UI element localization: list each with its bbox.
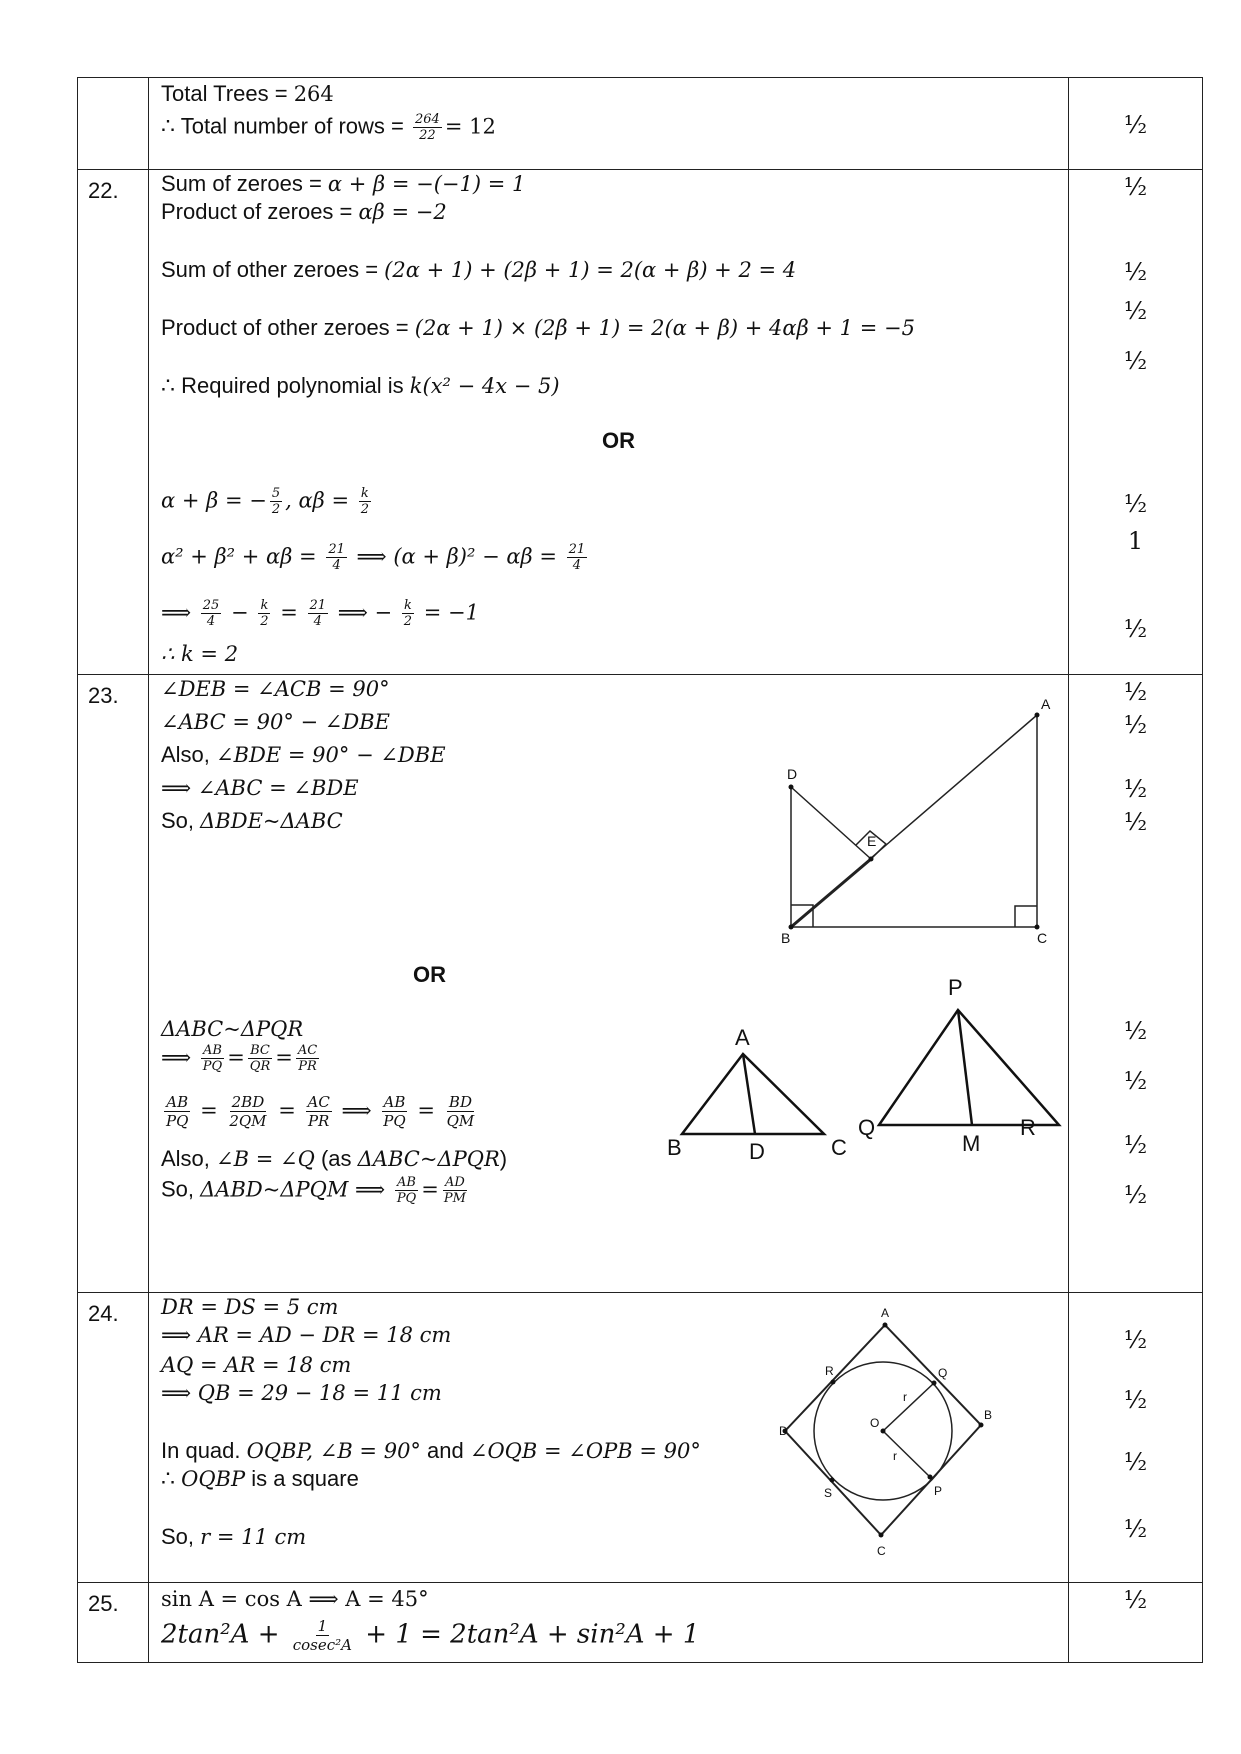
numerator: AB bbox=[166, 1093, 189, 1111]
fraction bbox=[201, 598, 222, 629]
similar-triangles-figure bbox=[609, 975, 1039, 1175]
math: OQBP, ∠B = 90° bbox=[246, 1439, 421, 1463]
fraction bbox=[359, 486, 371, 517]
numerator: k bbox=[360, 486, 369, 501]
label-C: C bbox=[831, 1135, 847, 1160]
solution-line bbox=[161, 708, 390, 736]
marks-cell bbox=[1069, 675, 1203, 1293]
fraction bbox=[413, 112, 442, 143]
solution-cell bbox=[149, 170, 1069, 675]
fraction bbox=[258, 598, 270, 629]
numerator: 21 bbox=[328, 542, 345, 557]
point-D bbox=[789, 785, 794, 790]
mark: ½ bbox=[1123, 808, 1148, 836]
numerator: 264 bbox=[414, 112, 440, 127]
numerator: AB bbox=[203, 1043, 222, 1058]
solution-line bbox=[161, 314, 915, 342]
marking-scheme-table bbox=[77, 77, 1203, 1663]
label-B: B bbox=[984, 1408, 993, 1422]
solution-line: $\frac{AB}{PQ}$ = $\frac{2BD}{2QM}$ = $\frac{AC}{PR}$ ⟹ $\frac{AB}{PQ}$ = $\frac{BD}{QM}$ bbox=[166, 1093, 475, 1130]
math: ⟹ AR = AD − DR = 18 cm bbox=[161, 1323, 452, 1347]
mark: ½ bbox=[1123, 1017, 1148, 1045]
denominator: 4 bbox=[332, 558, 341, 573]
label-R: R bbox=[1020, 1115, 1036, 1140]
point-C bbox=[1035, 925, 1040, 930]
point-O bbox=[881, 1429, 886, 1434]
fraction bbox=[227, 1093, 268, 1130]
mark: ½ bbox=[1123, 1586, 1148, 1614]
denominator: 2 bbox=[403, 614, 413, 629]
label-R: R bbox=[825, 1364, 834, 1378]
math: 264 bbox=[293, 82, 334, 106]
right-angle-mark-C bbox=[1015, 906, 1037, 927]
solution-line bbox=[161, 807, 343, 835]
math: − bbox=[224, 600, 256, 625]
solution-line bbox=[161, 774, 359, 802]
fraction bbox=[326, 542, 347, 573]
numerator: 21 bbox=[309, 598, 327, 613]
solution-cell bbox=[149, 78, 1069, 170]
or-separator: OR bbox=[602, 428, 635, 453]
fraction bbox=[442, 1175, 468, 1206]
math: ∠ABC = 90° − ∠DBE bbox=[161, 710, 390, 734]
mark: ½ bbox=[1123, 347, 1148, 375]
point-Q bbox=[932, 1381, 937, 1386]
numerator: k bbox=[403, 598, 412, 613]
label-C: C bbox=[1037, 930, 1048, 946]
denominator: 2 bbox=[360, 502, 369, 517]
mark: ½ bbox=[1123, 1181, 1148, 1209]
text: is a square bbox=[245, 1466, 359, 1491]
denominator: 2QM bbox=[229, 1112, 267, 1130]
mark: ½ bbox=[1123, 1131, 1148, 1159]
numerator: AC bbox=[297, 1043, 318, 1058]
denominator: PQ bbox=[396, 1191, 417, 1206]
numerator: 25 bbox=[202, 598, 220, 613]
marks-cell bbox=[1069, 1293, 1203, 1583]
question-number bbox=[78, 78, 149, 170]
mark: 1 bbox=[1127, 527, 1144, 555]
text: So, bbox=[161, 808, 201, 833]
question-number: 22. bbox=[78, 170, 149, 675]
solution-line bbox=[161, 486, 374, 517]
math: αβ = −2 bbox=[358, 200, 447, 224]
numerator: AB bbox=[397, 1175, 416, 1190]
denominator: 4 bbox=[206, 614, 216, 629]
fraction bbox=[201, 1043, 224, 1074]
solution-line bbox=[161, 1523, 306, 1551]
mark: ½ bbox=[1123, 711, 1148, 739]
solution-cell bbox=[149, 675, 1069, 1293]
denominator: 2 bbox=[260, 614, 269, 629]
solution-line bbox=[161, 1015, 303, 1043]
solution-line bbox=[161, 112, 496, 143]
mark: ½ bbox=[1123, 1386, 1148, 1414]
marks-cell bbox=[1069, 78, 1203, 170]
mark: ½ bbox=[1123, 258, 1148, 286]
label-Q: Q bbox=[938, 1366, 948, 1380]
numerator: AD bbox=[444, 1175, 465, 1190]
math: ⟹ bbox=[161, 600, 198, 625]
math: ΔABD~ΔPQM ⟹ bbox=[200, 1177, 392, 1202]
numerator: 21 bbox=[568, 542, 586, 557]
math: α + β = − bbox=[161, 488, 267, 513]
mark: ½ bbox=[1123, 1515, 1148, 1543]
math: ⟹ ∠ABC = ∠BDE bbox=[161, 776, 359, 800]
numerator: 2BD bbox=[231, 1093, 265, 1111]
fraction bbox=[248, 1043, 272, 1074]
segment-DE bbox=[791, 787, 871, 859]
solution-cell bbox=[149, 1583, 1069, 1663]
radius-OP bbox=[883, 1431, 930, 1477]
mark: ½ bbox=[1123, 297, 1148, 325]
point-P bbox=[928, 1475, 933, 1480]
fraction bbox=[296, 1043, 319, 1074]
or-separator: OR bbox=[413, 962, 446, 987]
solution-line bbox=[161, 1145, 507, 1173]
point-B bbox=[979, 1423, 984, 1428]
fraction bbox=[381, 1093, 407, 1130]
mark: ½ bbox=[1123, 1326, 1148, 1354]
denominator: 22 bbox=[419, 128, 436, 143]
numerator: k bbox=[260, 598, 269, 613]
mark: ½ bbox=[1123, 775, 1148, 803]
label-Q: Q bbox=[858, 1115, 876, 1140]
table-row bbox=[78, 1583, 1203, 1663]
denominator: PQ bbox=[166, 1112, 189, 1130]
label-O: O bbox=[870, 1416, 880, 1430]
point-S bbox=[830, 1478, 835, 1483]
text: Also, bbox=[161, 1146, 217, 1171]
denominator: 2 bbox=[271, 502, 281, 517]
label-r: r bbox=[903, 1390, 907, 1404]
math: OQBP bbox=[181, 1467, 246, 1491]
math: (2α + 1) × (2β + 1) = 2(α + β) + 4αβ + 1 = −5 bbox=[414, 316, 915, 340]
math: α² + β² + αβ = bbox=[161, 544, 324, 569]
label-B: B bbox=[781, 930, 791, 946]
text: and bbox=[420, 1438, 470, 1463]
solution-line bbox=[161, 741, 446, 769]
denominator: QM bbox=[446, 1112, 475, 1130]
math: ∠DEB = ∠ACB = 90° bbox=[161, 677, 390, 701]
numerator: BC bbox=[250, 1043, 270, 1058]
mark: ½ bbox=[1123, 173, 1148, 201]
text: So, bbox=[161, 1524, 201, 1549]
solution-line: So, ΔABD~ΔPQM ⟹ $\frac{AB}{PQ}$ = $\frac{AD}{PM}$ bbox=[161, 1175, 466, 1206]
point-A bbox=[1035, 713, 1040, 718]
label-P: P bbox=[934, 1484, 943, 1498]
table-row bbox=[78, 675, 1203, 1293]
text: ∴ bbox=[161, 1466, 182, 1491]
text: So, bbox=[161, 1176, 201, 1202]
math: ∠B = ∠Q bbox=[216, 1147, 315, 1171]
denominator: PQ bbox=[383, 1112, 406, 1130]
point-A bbox=[883, 1323, 888, 1328]
median-PM bbox=[958, 1010, 972, 1125]
solution-line bbox=[161, 372, 560, 400]
denominator: PM bbox=[443, 1191, 466, 1206]
text: ∴ Required polynomial is bbox=[161, 373, 410, 398]
math: ∠BDE = 90° − ∠DBE bbox=[216, 743, 446, 767]
marks-cell bbox=[1069, 170, 1203, 675]
mark: ½ bbox=[1123, 1448, 1148, 1476]
text: Also, bbox=[161, 742, 217, 767]
table-row bbox=[78, 1293, 1203, 1583]
solution-line bbox=[161, 1465, 359, 1493]
text: Sum of zeroes = bbox=[161, 171, 328, 196]
solution-line bbox=[161, 542, 590, 573]
math: r = 11 cm bbox=[200, 1525, 307, 1549]
solution-line bbox=[161, 598, 479, 629]
marks-cell bbox=[1069, 1583, 1203, 1663]
solution-line bbox=[161, 1437, 701, 1465]
math: ΔBDE~ΔABC bbox=[200, 809, 343, 833]
denominator: 4 bbox=[313, 614, 322, 629]
label-P: P bbox=[948, 975, 963, 1000]
numerator: 1 bbox=[317, 1617, 328, 1635]
math: α + β = −(−1) = 1 bbox=[327, 172, 526, 196]
math: ⟹ QB = 29 − 18 = 11 cm bbox=[161, 1381, 442, 1405]
numerator: AB bbox=[383, 1093, 406, 1111]
table-row bbox=[78, 78, 1203, 170]
mark: ½ bbox=[1123, 111, 1148, 139]
math: = −1 bbox=[417, 600, 479, 625]
label-E: E bbox=[867, 833, 877, 849]
solution-line bbox=[161, 80, 334, 108]
text: ∴ Total number of rows = bbox=[161, 113, 410, 139]
mark: ½ bbox=[1123, 615, 1148, 643]
math: ΔABC~ΔPQR bbox=[161, 1017, 304, 1041]
question-number: 25. bbox=[78, 1583, 149, 1663]
point-E bbox=[869, 857, 874, 862]
label-D: D bbox=[749, 1139, 765, 1164]
solution-line bbox=[161, 1351, 351, 1379]
label-D: D bbox=[779, 1424, 788, 1438]
math: DR = DS = 5 cm bbox=[161, 1295, 339, 1319]
text: Product of zeroes = bbox=[161, 199, 359, 224]
denominator: 4 bbox=[572, 558, 582, 573]
text: Product of other zeroes = bbox=[161, 315, 415, 340]
denominator: PR bbox=[307, 1112, 330, 1130]
mark: ½ bbox=[1123, 490, 1148, 518]
text: ) bbox=[499, 1146, 508, 1171]
solution-line bbox=[161, 1321, 451, 1349]
label-D: D bbox=[787, 766, 798, 782]
numerator: AC bbox=[307, 1093, 330, 1111]
circle-in-quadrilateral-figure bbox=[779, 1305, 993, 1575]
math: AQ = AR = 18 cm bbox=[161, 1353, 352, 1377]
math: = bbox=[273, 600, 305, 625]
fraction bbox=[308, 598, 329, 629]
label-r: r bbox=[893, 1449, 897, 1463]
fraction bbox=[270, 486, 282, 517]
label-M: M bbox=[962, 1131, 981, 1156]
question-number: 23. bbox=[78, 675, 149, 1293]
mark: ½ bbox=[1123, 1067, 1148, 1095]
text: (as bbox=[314, 1146, 358, 1171]
label-C: C bbox=[877, 1544, 886, 1558]
math: = 12 bbox=[444, 114, 496, 139]
math: ∴ k = 2 bbox=[161, 642, 239, 666]
segment-BE bbox=[791, 859, 871, 927]
fraction bbox=[395, 1175, 418, 1206]
text: In quad. bbox=[161, 1438, 247, 1463]
denominator: cosec²A bbox=[292, 1636, 353, 1654]
math: ⟹ bbox=[161, 1045, 198, 1070]
point-C bbox=[879, 1533, 884, 1538]
solution-line bbox=[161, 170, 525, 198]
numerator: 5 bbox=[271, 486, 281, 501]
math: ⟹ (α + β)² − αβ = bbox=[349, 544, 564, 569]
table-row bbox=[78, 170, 1203, 675]
math: ∠OQB = ∠OPB = 90° bbox=[469, 1439, 701, 1463]
fraction bbox=[164, 1093, 190, 1130]
fraction bbox=[291, 1617, 354, 1654]
label-A: A bbox=[881, 1306, 890, 1320]
point-R bbox=[831, 1380, 836, 1385]
math: , αβ = bbox=[285, 488, 356, 513]
label-B: B bbox=[667, 1135, 682, 1160]
text: Total Trees = bbox=[161, 81, 294, 106]
solution-line bbox=[161, 1379, 442, 1407]
math: 2tan²A + bbox=[161, 1619, 288, 1650]
label-S: S bbox=[824, 1486, 833, 1500]
label-A: A bbox=[1041, 696, 1051, 712]
solution-cell bbox=[149, 1293, 1069, 1583]
radius-OQ bbox=[883, 1383, 934, 1431]
numerator: BD bbox=[448, 1093, 472, 1111]
fraction bbox=[402, 598, 414, 629]
denominator: PR bbox=[298, 1059, 317, 1074]
question-number: 24. bbox=[78, 1293, 149, 1583]
denominator: QR bbox=[249, 1059, 271, 1074]
fraction bbox=[445, 1093, 477, 1130]
math: ⟹ − bbox=[331, 600, 399, 625]
solution-line bbox=[161, 675, 390, 703]
solution-line bbox=[161, 1293, 338, 1321]
math: ΔABC~ΔPQR bbox=[357, 1147, 500, 1171]
right-triangle-figure bbox=[749, 687, 1051, 946]
math: sin A = cos A ⟹ A = 45° bbox=[161, 1587, 429, 1611]
solution-line bbox=[161, 198, 447, 226]
text: Sum of other zeroes = bbox=[161, 257, 385, 282]
solution-line bbox=[161, 640, 238, 668]
mark: ½ bbox=[1123, 678, 1148, 706]
solution-line bbox=[161, 1585, 429, 1613]
solution-line: ⟹ $\frac{AB}{PQ}$ = $\frac{BC}{QR}$ = $\frac{AC}{PR}$ bbox=[161, 1043, 318, 1074]
math: k(x² − 4x − 5) bbox=[409, 374, 560, 398]
label-A: A bbox=[735, 1025, 750, 1050]
solution-line bbox=[161, 256, 796, 284]
math: + 1 = 2tan²A + sin²A + 1 bbox=[357, 1619, 700, 1650]
fraction bbox=[306, 1093, 332, 1130]
denominator: PQ bbox=[202, 1059, 223, 1074]
fraction bbox=[567, 542, 588, 573]
math: (2α + 1) + (2β + 1) = 2(α + β) + 2 = 4 bbox=[384, 258, 797, 282]
median-AD bbox=[743, 1054, 755, 1134]
solution-line bbox=[161, 1617, 699, 1654]
point-B bbox=[789, 925, 794, 930]
